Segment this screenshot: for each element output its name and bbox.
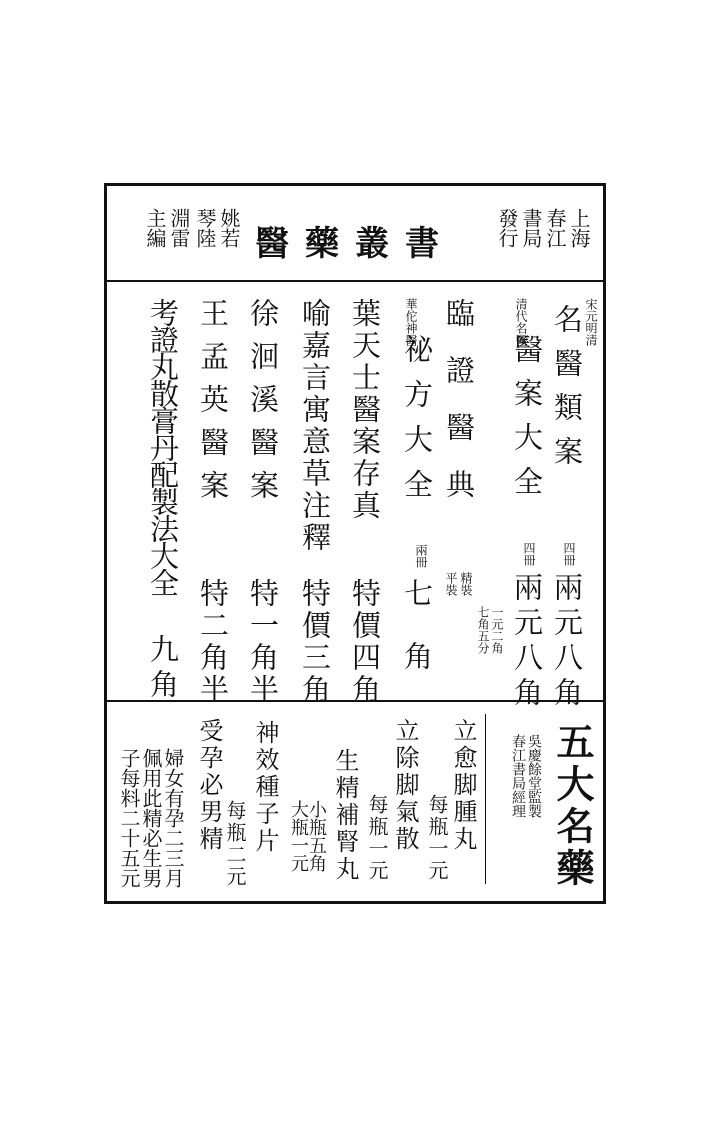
editor-label: 主編: [143, 208, 167, 248]
publisher-place: 上海: [567, 208, 591, 248]
book-2-era: 清代名醫: [514, 298, 528, 346]
medicine-3-name: 生精補腎丸: [331, 748, 359, 883]
publisher-name: 春江: [543, 208, 567, 248]
medicine-4-price: 每瓶二元: [223, 800, 247, 888]
book-8-price: 特二角半: [196, 578, 230, 706]
maker-1: 吳慶餘堂監製: [526, 734, 542, 818]
medicine-2-name: 立除脚氣散: [391, 718, 419, 853]
book-3-binding-1: 平裝: [444, 572, 458, 596]
author-1-given: 琴陸: [193, 208, 217, 248]
book-9-price: 九角: [146, 634, 180, 704]
medicine-2-price: 每瓶一元: [365, 794, 389, 882]
book-1-price: 兩元八角: [550, 572, 584, 712]
medicine-5-note-1: 婦女有孕二三月: [161, 748, 185, 888]
five-medicines-heading: 五大名藥: [550, 722, 595, 890]
book-1-title: 名醫類案: [550, 304, 584, 480]
book-3-price-1: 七角五分: [476, 606, 490, 654]
book-7-price: 特一角半: [246, 578, 280, 706]
author-1-name: 姚若: [217, 208, 241, 248]
book-1-era: 宋元明清: [584, 298, 598, 346]
five-medicines-divider: [485, 714, 486, 884]
book-3-title: 臨證醫典: [442, 298, 476, 526]
book-4-title: 祕方大全: [400, 334, 434, 514]
book-9-title: 考證丸散膏丹配製法大全: [146, 298, 180, 595]
medicine-5-note-2: 佩用此精必生男: [139, 748, 163, 888]
author-2-name: 淵雷: [167, 208, 191, 248]
publisher-role-1: 書局: [519, 208, 543, 248]
section-divider: [107, 700, 603, 702]
medicine-1-price: 每瓶一元: [425, 794, 449, 882]
book-7-title: 徐洄溪醫案: [246, 298, 280, 513]
book-2-price: 兩元八角: [510, 572, 544, 712]
book-4-price: 七角: [400, 578, 434, 704]
advertisement-frame: [104, 183, 606, 904]
series-title: 醫藥叢書: [255, 224, 455, 264]
book-3-price-2: 一元二角: [490, 606, 504, 654]
book-3-binding-2: 精裝: [459, 572, 473, 596]
book-4-era: 華佗神醫: [404, 298, 418, 346]
book-2-vols: 四冊: [522, 542, 536, 566]
book-8-title: 王孟英醫案: [196, 298, 230, 513]
book-2-title: 醫案大全: [510, 334, 544, 510]
publisher-role-2: 發行: [495, 208, 519, 248]
book-5-title: 葉天士醫案存真: [348, 298, 382, 522]
book-5-price: 特價四角: [348, 578, 382, 706]
medicine-1-name: 立愈脚腫丸: [449, 718, 477, 853]
medicine-3-price-1: 小瓶五角: [306, 800, 327, 872]
book-4-vols: 兩冊: [414, 544, 428, 568]
medicine-3-price-2: 大瓶一元: [288, 800, 309, 872]
maker-2: 春江書局經理: [510, 734, 526, 818]
book-6-price: 特價三角: [298, 578, 332, 706]
header-divider: [107, 280, 603, 282]
medicine-4-name: 神效種子片: [251, 720, 279, 855]
book-1-vols: 四冊: [562, 542, 576, 566]
medicine-5-name: 受孕必男精: [195, 718, 223, 853]
book-6-title: 喻嘉言寓意草注釋: [298, 298, 332, 554]
medicine-5-note-3: 子每料二十五元: [117, 748, 141, 888]
